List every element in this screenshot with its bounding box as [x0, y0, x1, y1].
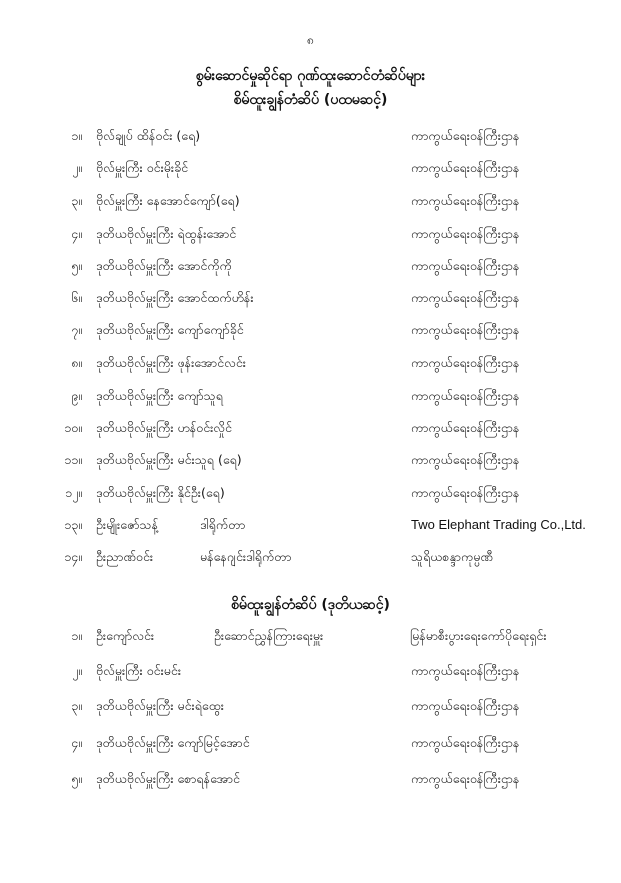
- item-org: Two Elephant Trading Co.,Ltd.: [411, 517, 586, 532]
- list-item: [0, 290, 621, 310]
- item-org: ကာကွယ်ရေးဝန်ကြီးဌာန: [411, 698, 520, 713]
- list-item: [0, 420, 621, 440]
- main-title: စွမ်းဆောင်မှုဆိုင်ရာ ဂုဏ်ထူးဆောင်တံဆိပ်များ: [195, 68, 426, 84]
- item-name: ဗိုလ်မှူးကြီး ဝင်းမိုးခိုင်: [96, 160, 189, 175]
- item-name: ဗိုလ်မှူးကြီး နေအောင်ကျော်(ရေ): [96, 193, 240, 208]
- item-number: ၈။: [71, 355, 82, 370]
- item-org: ကာကွယ်ရေးဝန်ကြီးဌာန: [411, 290, 520, 305]
- item-name: ဒုတိယဗိုလ်မှူးကြီး အောင်ကိုကို: [96, 258, 232, 273]
- item-org: ကာကွယ်ရေးဝန်ကြီးဌာန: [411, 258, 520, 273]
- item-position: ဦးဆောင်ညွှန်ကြားရေးမှူး: [214, 628, 324, 643]
- list-item: [0, 355, 621, 375]
- item-number: ၁၂။: [65, 485, 82, 500]
- item-name: ဦးမျိုးဇော်သန့်: [96, 517, 159, 532]
- list-item: [0, 160, 621, 180]
- list-item: [0, 485, 621, 505]
- list-item: [0, 452, 621, 472]
- item-org: မြန်မာစီးပွားရေးကော်ပိုရေးရှင်း: [410, 628, 547, 643]
- page-number: ၈: [307, 33, 314, 47]
- list-item: [0, 771, 621, 791]
- item-org: ကာကွယ်ရေးဝန်ကြီးဌာန: [411, 388, 520, 403]
- item-number: ၁။: [71, 628, 82, 643]
- item-name: ဗိုလ်ချုပ် ထိန်ဝင်း (ရေ): [96, 128, 201, 143]
- item-org: ကာကွယ်ရေးဝန်ကြီးဌာန: [411, 663, 520, 678]
- item-number: ၄။: [71, 735, 82, 750]
- item-org: ကာကွယ်ရေးဝန်ကြီးဌာန: [411, 485, 520, 500]
- list-item: [0, 128, 621, 148]
- item-number: ၃။: [71, 698, 82, 713]
- list-item: [0, 226, 621, 246]
- list-item: [0, 517, 621, 537]
- item-name: ဒုတိယဗိုလ်မှူးကြီး ဖုန်းအောင်လင်း: [96, 355, 246, 370]
- item-number: ၁၁။: [64, 452, 82, 467]
- item-number: ၉။: [71, 388, 82, 403]
- list-item: [0, 735, 621, 755]
- item-org: ကာကွယ်ရေးဝန်ကြီးဌာန: [411, 322, 520, 337]
- item-name: ဒုတိယဗိုလ်မှူးကြီး ဟန်ဝင်းလှိုင်: [96, 420, 232, 435]
- list-item: [0, 258, 621, 278]
- item-org: ကာကွယ်ရေးဝန်ကြီးဌာန: [411, 226, 520, 241]
- item-org: ကာကွယ်ရေးဝန်ကြီးဌာန: [411, 452, 520, 467]
- list-item: [0, 549, 621, 569]
- item-name: ဒုတိယဗိုလ်မှူးကြီး ကျော်ကျော်ခိုင်: [96, 322, 244, 337]
- item-name: ဒုတိယဗိုလ်မှူးကြီး ရဲထွန်းအောင်: [96, 226, 237, 241]
- list-item: [0, 698, 621, 718]
- item-number: ၃။: [71, 193, 82, 208]
- item-name: ဒုတိယဗိုလ်မှူးကြီး စောရန်အောင်: [96, 771, 240, 786]
- item-org: ကာကွယ်ရေးဝန်ကြီးဌာန: [411, 355, 520, 370]
- item-number: ၁။: [71, 128, 82, 143]
- list-item: [0, 663, 621, 683]
- list-item: [0, 388, 621, 408]
- item-name: ဒုတိယဗိုလ်မှူးကြီး မင်းသူရ (ရေ): [96, 452, 242, 467]
- item-name: ဒုတိယဗိုလ်မှူးကြီး မင်းရဲထွေး: [96, 698, 224, 713]
- item-name: ဦးကျော်လင်း: [96, 628, 155, 643]
- item-org: သူရိယစန္ဒာကုမ္ပဏီ: [411, 549, 493, 564]
- item-org: ကာကွယ်ရေးဝန်ကြီးဌာန: [411, 735, 520, 750]
- list-item: [0, 628, 621, 648]
- item-name: ဒုတိယဗိုလ်မှူးကြီး ကျော်သူရ: [96, 388, 223, 403]
- item-org: ကာကွယ်ရေးဝန်ကြီးဌာန: [411, 771, 520, 786]
- item-org: ကာကွယ်ရေးဝန်ကြီးဌာန: [411, 128, 520, 143]
- section2-title: စိမ်ထူးချွန်တံဆိပ် (ဒုတိယဆင့်): [231, 597, 390, 613]
- item-number: ၁၄။: [64, 549, 82, 564]
- item-number: ၅။: [71, 771, 82, 786]
- item-name: ဒုတိယဗိုလ်မှူးကြီး အောင်ထက်ဟိန်း: [96, 290, 254, 305]
- item-name: ဒုတိယဗိုလ်မှူးကြီး နိုင်ဦး(ရေ): [96, 485, 225, 500]
- item-org: ကာကွယ်ရေးဝန်ကြီးဌာန: [411, 193, 520, 208]
- item-org: ကာကွယ်ရေးဝန်ကြီးဌာန: [411, 160, 520, 175]
- item-number: ၂။: [72, 663, 82, 678]
- item-number: ၆။: [71, 290, 82, 305]
- item-name: ဦးညာဏ်ဝင်း: [96, 549, 154, 564]
- item-number: ၁၃။: [64, 517, 82, 532]
- item-number: ၄။: [71, 226, 82, 241]
- list-item: [0, 322, 621, 342]
- item-org: ကာကွယ်ရေးဝန်ကြီးဌာန: [411, 420, 520, 435]
- section1-title: စိမ်ထူးချွန်တံဆိပ် (ပထမဆင့်): [233, 92, 388, 108]
- item-number: ၂။: [72, 160, 82, 175]
- item-number: ၇။: [71, 322, 82, 337]
- item-number: ၁၀။: [64, 420, 82, 435]
- item-position: ဒါရိုက်တာ: [200, 517, 246, 532]
- item-name: ဒုတိယဗိုလ်မှူးကြီး ကျော်မြင့်အောင်: [96, 735, 250, 750]
- item-position: မန်နေဂျင်းဒါရိုက်တာ: [200, 549, 292, 564]
- item-number: ၅။: [71, 258, 82, 273]
- item-name: ဗိုလ်မှူးကြီး ဝင်းမင်း: [96, 663, 182, 678]
- list-item: [0, 193, 621, 213]
